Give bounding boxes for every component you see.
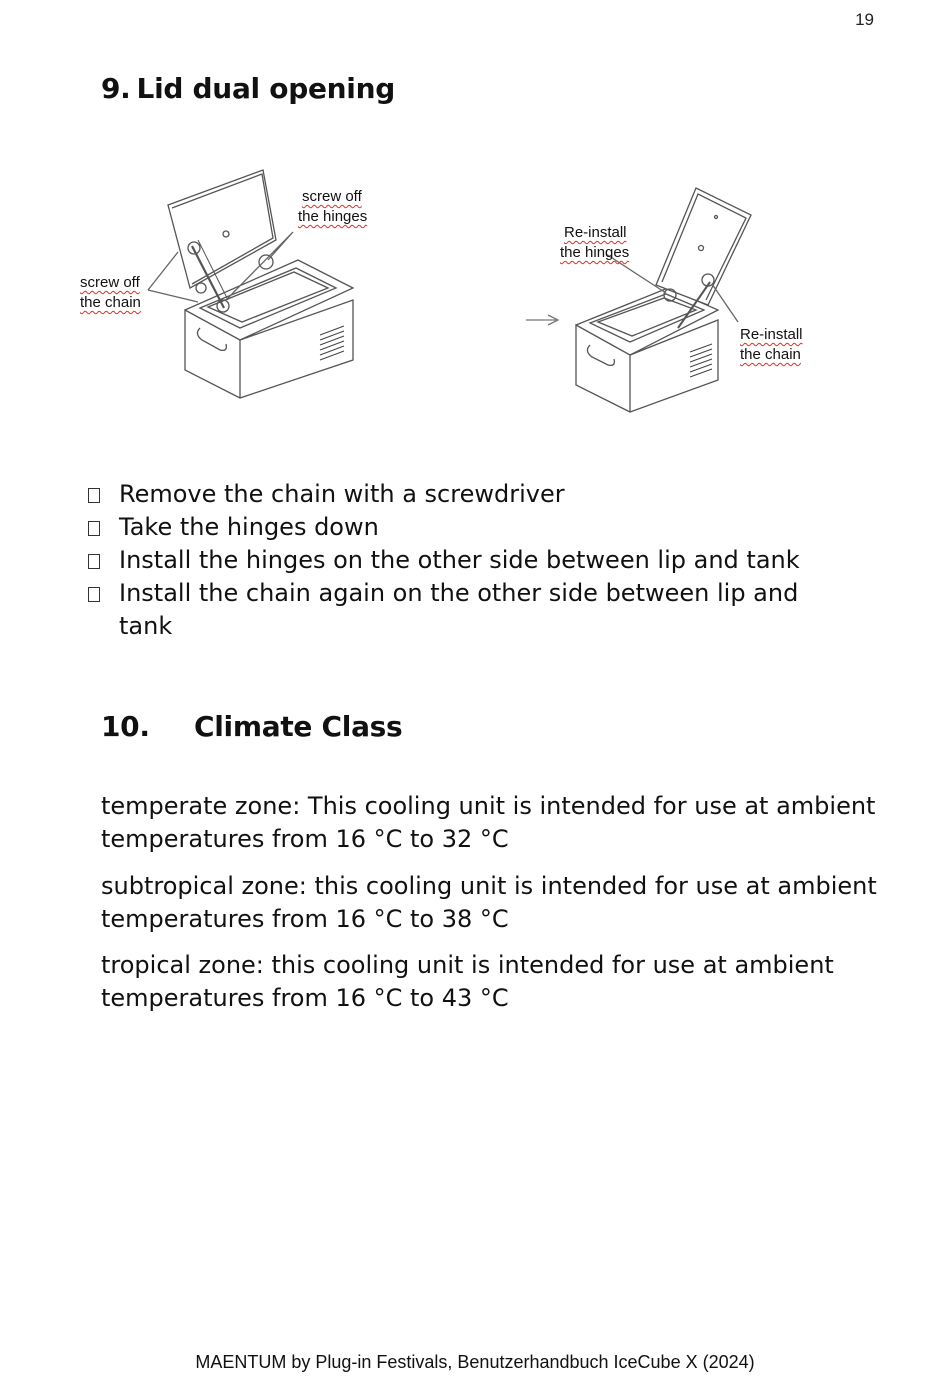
climate-temperate-paragraph: temperate zone: This cooling unit is intended for use at ambient temperatures from 16 °C to 32 °C (101, 792, 876, 853)
checkbox-bullet-icon (88, 488, 100, 503)
steps-list (88, 478, 878, 643)
callout-line: the chain (740, 346, 801, 363)
callout-line: the hinges (298, 208, 368, 225)
step-text: Remove the chain with a screwdriver (119, 480, 565, 508)
list-item (88, 544, 878, 577)
callout-line: Re-install (564, 224, 627, 241)
step-text: Install the chain again on the other side between lip and tank (119, 579, 799, 640)
arrow-icon (526, 315, 558, 325)
section-9-heading (101, 72, 395, 105)
section-10-title: Climate Class (194, 710, 403, 743)
callout-line: Re-install (740, 326, 803, 343)
checkbox-bullet-icon (88, 554, 100, 569)
climate-tropical-paragraph: tropical zone: this cooling unit is intended for use at ambient temperatures from 16 °C to 43 °C (101, 951, 834, 1012)
callout-line: the hinges (560, 244, 630, 261)
list-item (88, 511, 878, 544)
callout-screw-off-chain (80, 273, 141, 313)
checkbox-bullet-icon (88, 521, 100, 536)
callout-reinstall-hinges (560, 223, 629, 263)
section-10-heading (101, 710, 402, 743)
step-text: Take the hinges down (119, 513, 379, 541)
climate-subtropical-paragraph: subtropical zone: this cooling unit is intended for use at ambient temperatures from 16 °C to 38 °C (101, 872, 877, 933)
section-9-title: Lid dual opening (136, 72, 395, 105)
callout-line: screw off (80, 274, 140, 291)
callout-line: the chain (80, 294, 141, 311)
callout-line: screw off (302, 188, 362, 205)
checkbox-bullet-icon (88, 587, 100, 602)
lid-dual-opening-figure (78, 160, 818, 420)
section-10-number: 10. (101, 710, 150, 743)
callout-screw-off-hinges (298, 187, 367, 227)
right-cooler-drawing (576, 188, 751, 412)
section-9-number: 9. (101, 72, 131, 105)
list-item (88, 577, 878, 643)
list-item (88, 478, 878, 511)
step-text: Install the hinges on the other side between lip and tank (119, 546, 800, 574)
callout-reinstall-chain (740, 325, 803, 365)
page-number: 19 (855, 10, 874, 29)
page-footer: MAENTUM by Plug-in Festivals, Benutzerhandbuch IceCube X (2024) (195, 1352, 755, 1372)
cooler-illustration (78, 160, 818, 420)
